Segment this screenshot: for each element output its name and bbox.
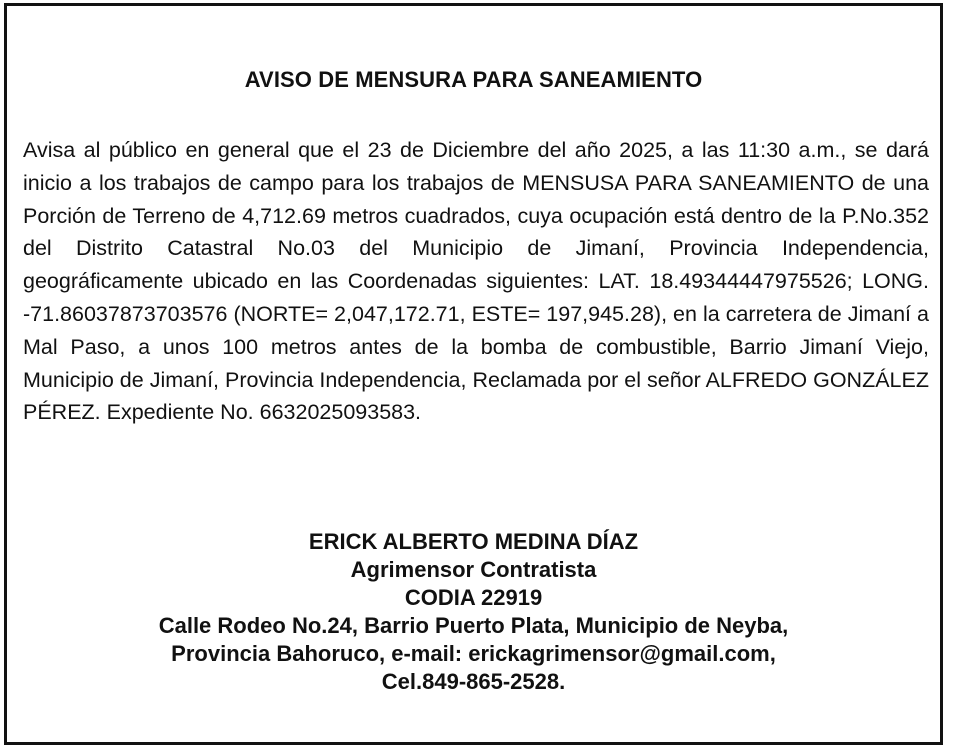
codia-number: CODIA 22919 [404, 585, 543, 610]
notice-body-paragraph: Avisa al público en general que el 23 de Diciembre del año 2025, a las 11:30 a.m., se dará inicio a los trabajos de campo para los trabajos de MENSUSA PARA SANEAMIENTO de una Porción de Terreno de 4,712.69 metros cuadrados, cuya ocupación está dentro de la P.No.352 del Distrito Catastral No.03 del Municipio de Jimaní, Provincia Independencia, geográficamente ubicado en las Coordenadas siguientes: LAT. 18.49344447975526; LONG. -71.86037873703576 (NORTE= 2,047,172.71, ESTE= 197,945.28), en la carretera de Jimaní a Mal Paso, a unos 100 metros antes de la bomba de combustible, Barrio Jimaní Viejo, Municipio de Jimaní, Provincia Independencia, Reclamada por el señor ALFREDO GONZÁLEZ PÉREZ. Expediente No. 6632025093583. [23, 138, 929, 425]
notice-title: AVISO DE MENSURA PARA SANEAMIENTO [244, 67, 703, 92]
surveyor-name: ERICK ALBERTO MEDINA DÍAZ [308, 529, 639, 554]
notice-border-frame [4, 3, 943, 745]
address-line-1: Calle Rodeo No.24, Barrio Puerto Plata, Municipio de Neyba, [158, 613, 789, 638]
surveyor-role: Agrimensor Contratista [350, 557, 597, 582]
address-line-2: Provincia Bahoruco, e-mail: erickagrimensor@gmail.com, [171, 641, 776, 666]
signature-block [7, 528, 940, 696]
phone-number: Cel.849-865-2528. [381, 669, 566, 694]
